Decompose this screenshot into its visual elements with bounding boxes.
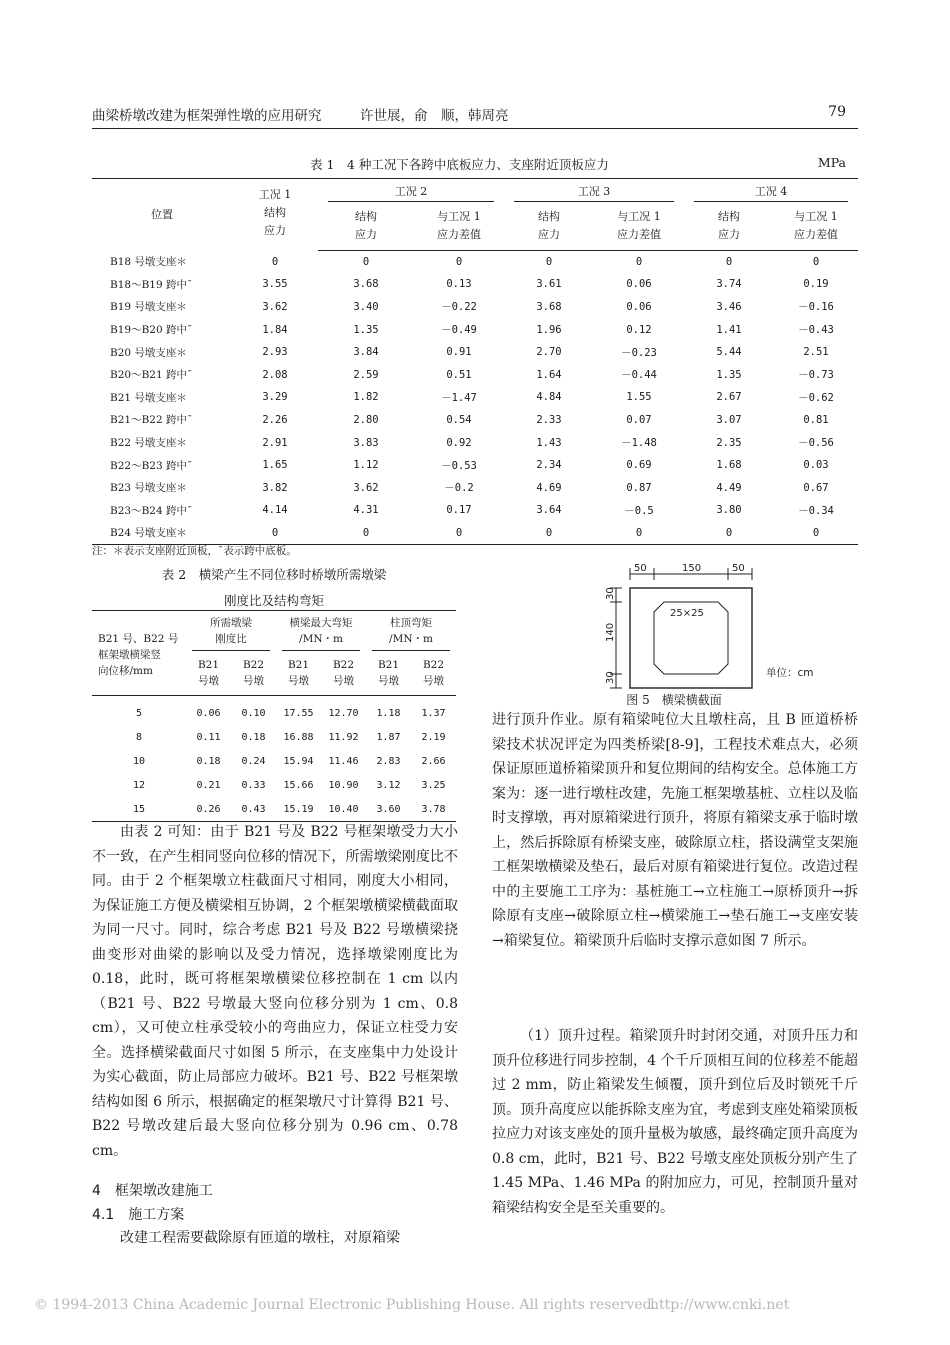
table1-cell-position: B18 号墩支座＊ [110, 256, 187, 269]
table2-cell: 12 [132, 780, 146, 791]
table2-cell: 0.06 [196, 708, 221, 720]
table2-cell: 0.33 [241, 780, 266, 791]
table1-cell-c3s: 0 [545, 256, 553, 269]
article-authors: 许世展，俞 顺，韩周亮 [360, 108, 509, 124]
table1-cell-c2s: 3.40 [353, 300, 379, 313]
table1-cell-c2s: 3.84 [353, 346, 379, 359]
table1-cell-c1: 0 [232, 522, 318, 545]
table1-row [92, 251, 858, 274]
table1-cell-c3d: －0.5 [624, 504, 654, 517]
article-title: 曲梁桥墩改建为框架弹性墩的应用研究 [92, 108, 322, 124]
table1-cell-c3s: 2.34 [536, 459, 562, 472]
table1-cell-position: B20～B21 跨中ˉ [110, 369, 193, 382]
table2-cell: 0.11 [196, 732, 221, 743]
table2-cell: 3.12 [376, 780, 401, 791]
table1-header-case2: 工况 2 [318, 179, 504, 203]
table2-cell: 11.92 [328, 732, 359, 743]
table1-cell-c2s: 3.68 [353, 278, 379, 291]
section-heading-4-1: 4.1 施工方案 [92, 1207, 185, 1223]
table1-cell-position: B19 号墩支座＊ [110, 301, 187, 314]
table2-cell: 8 [135, 732, 143, 743]
table1-cell-c2s: 0 [318, 522, 414, 545]
table1-header-case1: 工况 1 结构 应力 [232, 179, 318, 251]
table2-cell: 15.19 [276, 798, 321, 822]
table2-cell: 1.87 [376, 732, 401, 743]
table2-cell: 2.83 [376, 756, 401, 767]
table1-header-diff: 与工况 1 应力差值 [414, 202, 504, 251]
table1-cell-c3d: 0.69 [626, 459, 652, 472]
table1-cell-c4s: 0 [725, 256, 733, 269]
table2-cell: 3.78 [411, 798, 456, 822]
header-rule [92, 128, 858, 129]
body-paragraph-right-2: （1）顶升过程。箱梁顶升时封闭交通，对顶升压力和顶升位移进行同步控制，4 个千斤顶相互间的位移差不能超过 2 mm，防止箱梁发生倾覆，顶升到位后及时锁死千斤顶。顶升高度应以能拆除支座为宜，考虑到支座处箱梁顶板拉应力对该支座处的顶升量极为敏感，最终确定顶升高度为 0.8 cm，此时，B21 号、B22 号墩支座处顶板分别产生了 1.45 MPa、1.46 MPa 的附加应力，可见，控制顶升量对箱梁结构安全是至关重要的。 [492, 1028, 858, 1216]
table1-unit: MPa [817, 155, 846, 170]
table2-header-b22: B22 号墩 [231, 651, 276, 696]
table1-cell-c1: 3.82 [262, 481, 288, 494]
table1-cell-c3d: 0 [635, 256, 643, 269]
table1-cell-c3d: －0.23 [621, 346, 657, 359]
table1-cell-c3d: 1.55 [626, 391, 652, 404]
table1-cell-c3d: 0.06 [626, 278, 652, 291]
fig5-dim-30-top: 30 [605, 587, 616, 600]
table1-cell-position: B19～B20 跨中ˉ [110, 324, 193, 337]
table2-caption [92, 562, 456, 614]
table2-cell: 2.66 [421, 756, 446, 767]
table1-row [92, 522, 858, 545]
table1-body [92, 251, 858, 545]
table1-cell-c3s: 1.43 [536, 436, 562, 449]
table1-cell-c4s: 0 [684, 522, 774, 545]
table2-cell: 3.60 [366, 798, 411, 822]
body-paragraph-left-1: 由表 2 可知：由于 B21 号及 B22 号框架墩受力大小不一致，在产生相同竖向位移的情况下，所需墩梁刚度比不同。由于 2 个框架墩立柱截面尺寸相同，刚度大小相同，为保证施工方便及横梁相互协调，2 个框架墩横梁横截面取为同一尺寸。同时，综合考虑 B21 号及 B22 号墩横梁挠曲变形对曲梁的影响以及受力情况，选择墩梁刚度比为 0.18，此时，既可将框架墩横梁位移控制在 1 cm 以内（B21 号、B22 号墩最大竖向位移分别为 1 cm、0.8 cm），又可使立柱承受较小的弯曲应力，保证立柱受力安全。选择横梁截面尺寸如图 5 所示，在支座集中力处设计为实心截面，防止局部应力破坏。B21 号、B22 号框架墩结构如图 6 所示，根据确定的框架墩尺寸计算得 B21 号、B22 号墩改建后最大竖向位移分别为 0.96 cm、0.78 cm。 [92, 824, 458, 1159]
table2-cell: 1.18 [376, 708, 401, 720]
section-heading-4: 4 框架墩改建施工 [92, 1183, 213, 1199]
table1-cell-position: B23～B24 跨中ˉ [110, 504, 193, 517]
table2-header-displacement: B21 号、B22 号 框架墩横梁竖 向位移/mm [92, 611, 186, 696]
table1-row [92, 476, 858, 499]
table1-cell-c2s: 2.59 [353, 368, 379, 381]
fig5-chamfer-label: 25×25 [670, 608, 704, 619]
table1-cell-c3s: 1.64 [536, 368, 562, 381]
table1-cell-c1: 1.84 [262, 323, 288, 336]
table1-cell-c3d: 0.12 [626, 323, 652, 336]
table1-cell-c2s: 1.12 [353, 459, 379, 472]
fig5-dim-50-right: 50 [732, 563, 745, 574]
table2-row [92, 750, 456, 774]
table1-cell-c2d: 0.54 [446, 413, 472, 426]
table2-cell: 5 [135, 708, 143, 720]
table1-cell-c2d: 0.13 [446, 278, 472, 291]
table1-cell-c1: 3.29 [262, 391, 288, 404]
table1-cell-c2s: 2.80 [353, 413, 379, 426]
table1-cell-c3s: 3.64 [536, 504, 562, 517]
table1-cell-c2d: 0 [414, 522, 504, 545]
table2-caption-line2: 刚度比及结构弯矩 [223, 593, 324, 608]
table1-cell-c2s: 1.35 [353, 323, 379, 336]
table1-header-case4: 工况 4 [684, 179, 858, 203]
table1-header-position: 位置 [92, 179, 232, 251]
table1-cell-c3s: 4.69 [536, 481, 562, 494]
table1-cell-c2d: －0.2 [444, 482, 474, 495]
table2-cell: 10 [132, 756, 146, 767]
table1-cell-c4d: 0.19 [803, 278, 829, 291]
table1-cell-c1: 3.55 [262, 278, 288, 291]
table1-cell-c3d: 0.87 [626, 481, 652, 494]
table1-header-diff: 与工况 1 应力差值 [774, 202, 858, 251]
table1-cell-c4d: －0.62 [798, 391, 834, 404]
table1-row [92, 318, 858, 341]
fig5-dim-30-bottom: 30 [605, 671, 616, 684]
table1-cell-c4s: 3.07 [716, 413, 742, 426]
table1-cell-c1: 2.93 [262, 346, 288, 359]
table1-cell-c4s: 3.46 [716, 300, 742, 313]
table1-cell-c2d: －0.53 [441, 459, 477, 472]
table1-cell-c4s: 3.74 [716, 278, 742, 291]
table1-cell-c3d: －1.48 [621, 437, 657, 450]
table1-cell-position: B22 号墩支座＊ [110, 437, 187, 450]
table2-cell: 12.70 [328, 708, 359, 720]
table2-cell: 0.26 [186, 798, 231, 822]
table1-cell-c4s: 1.68 [716, 459, 742, 472]
table1-cell-c4s: 2.35 [716, 436, 742, 449]
table2-cell: 1.37 [421, 708, 446, 720]
table1-row [92, 386, 858, 409]
table1-header-stress: 结构 应力 [684, 202, 774, 251]
table2-header-beam-moment: 横梁最大弯矩 /MN・m [276, 611, 366, 652]
table1-cell-c1: 2.08 [262, 368, 288, 381]
table1-cell-c3s: 4.84 [536, 391, 562, 404]
table1-cell-c3s: 2.70 [536, 346, 562, 359]
table1-cell-c4d: 2.51 [803, 346, 829, 359]
table2-cell: 15 [92, 798, 186, 822]
table2-cell: 2.19 [421, 732, 446, 743]
table1-cell-c3s: 2.33 [536, 413, 562, 426]
table1-cell-c4s: 5.44 [716, 346, 742, 359]
table2-header-b21: B21 号墩 [366, 651, 411, 696]
table2-caption-line1: 表 2 横梁产生不同位移时桥墩所需墩梁 [161, 567, 387, 582]
table1-cell-c4s: 2.67 [716, 391, 742, 404]
table2-cell: 10.40 [321, 798, 366, 822]
table2-cell: 0.24 [241, 756, 266, 767]
table1-cell-c2d: 0.51 [446, 368, 472, 381]
table2-header-column-moment: 柱顶弯矩 /MN・m [366, 611, 456, 652]
page-number: 79 [828, 104, 846, 120]
table1-header-stress: 结构 应力 [504, 202, 594, 251]
table1-cell-c4d: －0.56 [798, 437, 834, 450]
table2-cell: 17.55 [283, 708, 314, 720]
table1-cell-c4s: 1.35 [716, 368, 742, 381]
footer-copyright: © 1994-2013 China Academic Journal Electronic Publishing House. All rights reserved. [34, 1297, 657, 1313]
table1-cell-c2d: －0.49 [441, 324, 477, 337]
table1-cell-c3s: 0 [504, 522, 594, 545]
table2-cell: 0.43 [231, 798, 276, 822]
table1-caption-text: 表 1 4 种工况下各跨中底板应力、支座附近顶板应力 [310, 157, 609, 172]
table1-row [92, 409, 858, 432]
figure5-caption: 图 5 横梁横截面 [626, 693, 722, 707]
table1-cell-c4d: 0.03 [803, 459, 829, 472]
table1-cell-c4d: 0 [812, 256, 820, 269]
table1-cell-c3s: 1.96 [536, 323, 562, 336]
table2 [92, 610, 456, 822]
table2-row [92, 798, 456, 822]
table1-cell-c1: 1.65 [262, 459, 288, 472]
table1-cell-position: B24 号墩支座＊ [92, 522, 232, 545]
table2-row [92, 696, 456, 726]
table1-row [92, 341, 858, 364]
table2-cell: 15.94 [283, 756, 314, 767]
table1-cell-c2d: 0.91 [446, 346, 472, 359]
table2-header-b21: B21 号墩 [276, 651, 321, 696]
table1-cell-position: B21～B22 跨中ˉ [110, 414, 193, 427]
table1-cell-c3d: 0 [594, 522, 684, 545]
table1-cell-c4d: 0 [774, 522, 858, 545]
table1-cell-c3d: 0.07 [626, 413, 652, 426]
table2-header-b21: B21 号墩 [186, 651, 231, 696]
fig5-outer-section [630, 588, 752, 688]
table1-cell-position: B21 号墩支座＊ [110, 391, 187, 404]
table1-row [92, 273, 858, 296]
table1 [92, 178, 858, 545]
table1-cell-c3s: 3.61 [536, 278, 562, 291]
table1-header-stress: 结构 应力 [318, 202, 414, 251]
table1-cell-c2s: 4.31 [353, 504, 379, 517]
table1-cell-c2d: 0.17 [446, 504, 472, 517]
table2-row [92, 774, 456, 798]
table1-cell-c2s: 1.82 [353, 391, 379, 404]
body-paragraph-left-2: 改建工程需要截除原有匝道的墩柱，对原箱梁 [120, 1230, 400, 1246]
table1-header-case3: 工况 3 [504, 179, 684, 203]
table1-cell-c4d: －0.16 [798, 301, 834, 314]
table1-cell-c3d: －0.44 [621, 369, 657, 382]
table2-header-stiffness-ratio: 所需墩梁 刚度比 [186, 611, 276, 652]
table1-cell-position: B23 号墩支座＊ [110, 482, 187, 495]
table1-cell-c4d: 0.81 [803, 413, 829, 426]
table1-cell-position: B22～B23 跨中ˉ [110, 459, 193, 472]
table1-cell-c2s: 0 [362, 256, 370, 269]
table1-note: 注：＊表示支座附近顶板，ˉ表示跨中底板。 [92, 545, 297, 557]
table2-cell: 0.18 [196, 756, 221, 767]
fig5-unit-label: 单位：cm [766, 667, 814, 679]
table1-cell-position: B20 号墩支座＊ [110, 346, 187, 359]
table1-row [92, 296, 858, 319]
table1-cell-c3s: 3.68 [536, 300, 562, 313]
table1-cell-c2s: 3.62 [353, 481, 379, 494]
table1-cell-c1: 4.14 [262, 504, 288, 517]
table1-row [92, 454, 858, 477]
table1-cell-c2d: 0 [455, 256, 463, 269]
table2-body [92, 696, 456, 822]
table1-cell-c1: 0 [271, 255, 279, 268]
table1-cell-c4s: 3.80 [716, 504, 742, 517]
table2-cell: 15.66 [283, 780, 314, 791]
table1-header-diff: 与工况 1 应力差值 [594, 202, 684, 251]
table1-cell-c4s: 4.49 [716, 481, 742, 494]
table2-cell: 0.18 [241, 732, 266, 743]
table1-cell-c4d: －0.43 [798, 324, 834, 337]
table2-header-b22: B22 号墩 [411, 651, 456, 696]
table1-cell-c2d: －0.22 [441, 301, 477, 314]
table1-cell-c1: 3.62 [262, 300, 288, 313]
table1-cell-c2s: 3.83 [353, 436, 379, 449]
table2-cell: 16.88 [283, 732, 314, 743]
table1-cell-c4d: 0.67 [803, 481, 829, 494]
table1-row [92, 431, 858, 454]
table2-cell: 3.25 [421, 780, 446, 791]
table1-cell-c1: 2.26 [262, 413, 288, 426]
body-paragraph-right-1: 进行顶升作业。原有箱梁吨位大且墩柱高，且 B 匝道桥桥梁技术状况评定为四类桥梁[8-9]，工程技术难点大，必须保证原匝道桥箱梁顶升和复位期间的结构安全。总体施工方案为：逐一进行墩柱改建，先施工框架墩基桩、立柱以及临时支撑墩，再对原箱梁进行顶升，将原有箱梁支承于临时墩上，然后拆除原有桥梁支座，破除原立柱，搭设满堂支架施工框架墩横梁及垫石，最后对原有箱梁进行复位。改造过程中的主要施工工序为：基桩施工→立柱施工→原桥顶升→拆除原有支座→破除原立柱→横梁施工→垫石施工→支座安装→箱梁复位。箱梁顶升后临时支撑示意如图 7 所示。 [492, 712, 858, 949]
fig5-dim-150: 150 [682, 563, 702, 574]
table1-cell-c4d: －0.73 [798, 369, 834, 382]
table1-row [92, 363, 858, 386]
table1-cell-c3d: 0.06 [626, 300, 652, 313]
table1-cell-c2d: －1.47 [441, 391, 477, 404]
table2-cell: 11.46 [328, 756, 359, 767]
table2-cell: 10.90 [328, 780, 359, 791]
table1-caption [92, 155, 858, 173]
fig5-dim-50-left: 50 [634, 563, 647, 574]
running-head [92, 104, 858, 124]
footer-url: http://www.cnki.net [650, 1297, 790, 1313]
table1-cell-c4s: 1.41 [716, 323, 742, 336]
table1-cell-c2d: 0.92 [446, 436, 472, 449]
table1-cell-c4d: －0.34 [798, 504, 834, 517]
table1-cell-c1: 2.91 [262, 436, 288, 449]
table2-cell: 0.10 [241, 708, 266, 720]
table1-row [92, 499, 858, 522]
figure5-cross-section-diagram [598, 560, 828, 710]
table1-cell-position: B18～B19 跨中ˉ [110, 278, 193, 291]
fig5-dim-140: 140 [605, 622, 616, 642]
table2-row [92, 726, 456, 750]
table2-cell: 0.21 [196, 780, 221, 791]
table2-header-b22: B22 号墩 [321, 651, 366, 696]
